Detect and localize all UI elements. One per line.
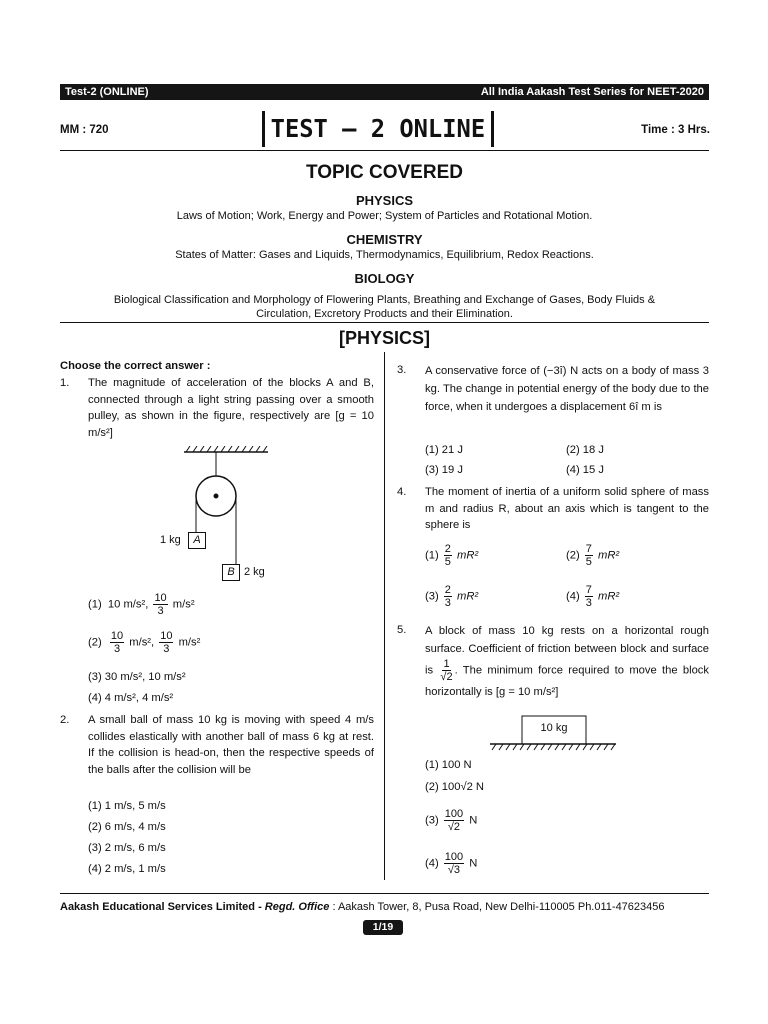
test-title-box [262,111,494,147]
section-heading: [PHYSICS] [338,328,430,348]
test-label: Test-2 (ONLINE) [65,86,149,98]
block-b: B [222,564,240,581]
block-a: A [188,532,206,549]
q3-option-4: (4) 15 J [566,464,604,476]
question-2 [60,712,376,792]
topic-heading: TOPIC COVERED [306,162,463,183]
question-text: The magnitude of acceleration of the blocks A and B, connected through a light string passing over a smooth pulley, as shown in the figure, respectively are [g = 10 m/s²] [88,377,374,439]
q5-option-4: (4) $\frac{100}{√3}$ N [425,851,478,876]
q4-option-4: (4) $\frac{7}{3}$ mR² [566,584,620,609]
biology-topics-line1: Biological Classification and Morphology of Flowering Plants, Breathing and Exchange of Gases, Body Fluids & [113,294,656,306]
chemistry-label: CHEMISTRY [346,232,423,247]
question-text: A conservative force of (−3î) N acts on a body of mass 3 kg. The change in potential energy of the body due to the force, when it undergoes a displacement 6î m is [425,365,710,413]
time-label: Time : 3 Hrs. [641,124,710,136]
question-4 [397,484,711,536]
test-title: TEST – 2 ONLINE [270,114,486,143]
q2-option-2: (2) 6 m/s, 4 m/s [88,821,166,833]
q4-option-2: (2) $\frac{7}{5}$ mR² [566,543,620,568]
instruction: Choose the correct answer : [60,360,211,372]
q4-option-1: (1) $\frac{2}{5}$ mR² [425,543,479,568]
q1-option-1: (1) 10 m/s², $\frac{10}{3}$ m/s² [88,592,195,617]
block-b-mass: 2 kg [244,566,265,578]
question-number: 1. [60,377,70,389]
q1-option-4: (4) 4 m/s², 4 m/s² [88,692,174,704]
q5-option-1: (1) 100 N [425,759,472,771]
header-bar [60,84,709,100]
q5-option-2: (2) 100√2 N [425,781,484,793]
block-mass-label: 10 kg [540,722,568,734]
q3-option-3: (3) 19 J [425,464,463,476]
q1-option-2: (2) $\frac{10}{3}$ m/s², $\frac{10}{3}$ m/s² [88,630,201,655]
q3-option-2: (2) 18 J [566,444,604,456]
page-number: 1/19 [363,920,403,935]
q2-option-4: (4) 2 m/s, 1 m/s [88,863,166,875]
question-1 [60,375,376,439]
q3-option-1: (1) 21 J [425,444,463,456]
physics-topics: Laws of Motion; Work, Energy and Power; System of Particles and Rotational Motion. [176,210,593,222]
block-a-mass: 1 kg [160,534,181,546]
divider [60,150,709,151]
divider [60,322,709,323]
q4-option-3: (3) $\frac{2}{3}$ mR² [425,584,479,609]
chemistry-topics: States of Matter: Gases and Liquids, Thermodynamics, Equilibrium, Redox Reactions. [175,249,594,261]
footer-text: Aakash Educational Services Limited - Regd. Office : Aakash Tower, 8, Pusa Road, New Delhi-110005 Ph.011-47623456 [60,901,665,913]
divider [60,893,709,894]
pulley-figure [150,446,290,586]
question-3 [397,362,711,434]
q1-option-3: (3) 30 m/s², 10 m/s² [88,671,186,683]
biology-label: BIOLOGY [354,271,415,286]
physics-label: PHYSICS [355,193,414,208]
max-marks: MM : 720 [60,124,109,136]
question-number: 3. [397,364,407,376]
question-5 [397,622,711,712]
q2-option-3: (3) 2 m/s, 6 m/s [88,842,166,854]
column-divider [384,352,385,880]
question-number: 4. [397,486,407,498]
series-label: All India Aakash Test Series for NEET-2020 [480,86,704,98]
question-text: A small ball of mass 10 kg is moving with speed 4 m/s collides elastically with another ball of mass 6 kg at rest. If the collision is head-on, then the respective speeds of the balls after the collision will be [88,714,374,776]
question-text: A block of mass 10 kg rests on a horizontal rough surface. Coefficient of friction between block and surface is $\frac{1}{√2}$ . The minimum force required to move the block horizontally is [g = 10 m/s²] [425,625,709,698]
biology-topics-line2: Circulation, Excretory Products and their Elimination. [256,308,513,320]
q2-option-1: (1) 1 m/s, 5 m/s [88,800,166,812]
question-text: The moment of inertia of a uniform solid sphere of mass m and radius R, about an axis which is tangent to the sphere is [425,486,709,531]
q5-option-3: (3) $\frac{100}{√2}$ N [425,808,478,833]
question-number: 2. [60,714,70,726]
question-number: 5. [397,624,407,636]
